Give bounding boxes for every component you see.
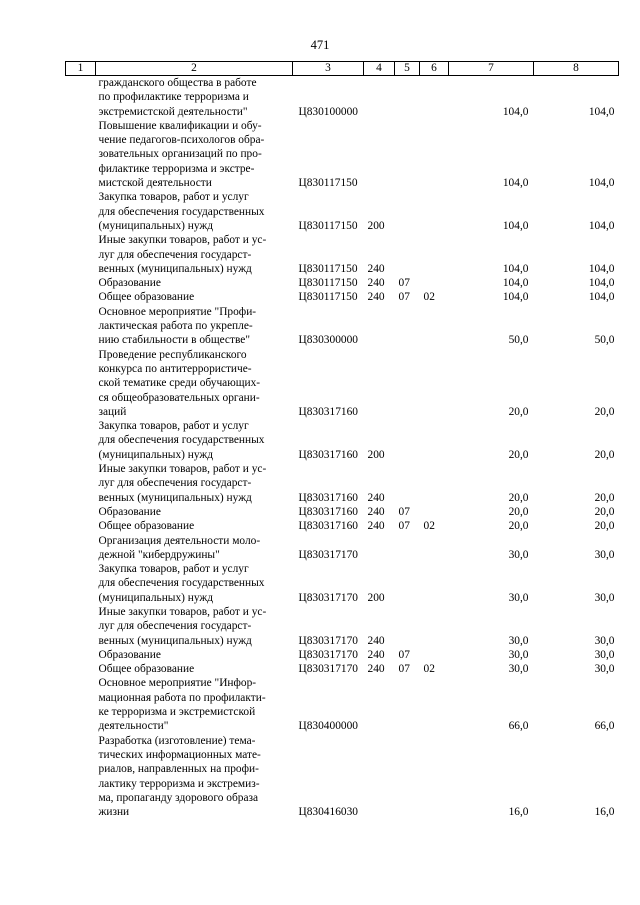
row-name [96, 290, 293, 304]
row-name-line: Общее образование [98, 291, 195, 304]
table-header [66, 62, 619, 76]
row-section [395, 76, 420, 119]
row-name-line: Основное мероприятие "Профи- [98, 305, 257, 318]
cell-col-1 [66, 605, 96, 648]
row-name [96, 562, 293, 605]
row-name-line: мационная работа по профилакти- [98, 691, 266, 704]
table-row [66, 505, 619, 519]
row-amount-8: 30,0 [594, 648, 615, 661]
table-row [66, 276, 619, 290]
row-amount-8: 104,0 [588, 105, 615, 118]
row-section: 07 [398, 520, 410, 533]
row-amount-7: 30,0 [508, 548, 529, 561]
row-amount-8: 104,0 [588, 291, 615, 304]
row-code: Ц830100000 [298, 105, 358, 118]
header-col-6: 6 [420, 62, 449, 76]
row-expense-type: 200 [367, 591, 385, 604]
row-expense-type [364, 734, 395, 820]
row-code: Ц830317170 [298, 548, 358, 561]
row-code: Ц830117150 [298, 291, 358, 304]
row-amount-8: 104,0 [588, 219, 615, 232]
cell-col-1 [66, 419, 96, 462]
cell-col-1 [66, 305, 96, 348]
row-amount-7: 50,0 [508, 334, 529, 347]
row-name-line: конкурса по антитеррористиче- [98, 362, 252, 375]
table-row [66, 76, 619, 119]
row-name-line: Закупка товаров, работ и услуг [98, 420, 249, 433]
row-expense-type: 240 [367, 505, 385, 518]
table-row [66, 676, 619, 733]
row-name-line: жизни [98, 806, 130, 819]
row-code: Ц830317170 [298, 591, 358, 604]
table-row [66, 119, 619, 190]
row-name [96, 419, 293, 462]
row-name-line: Иные закупки товаров, работ и ус- [98, 605, 267, 618]
header-col-8: 8 [534, 62, 619, 76]
row-name-line: (муниципальных) нужд [98, 219, 214, 232]
row-amount-8: 104,0 [588, 277, 615, 290]
row-name-line: Основное мероприятие "Инфор- [98, 677, 257, 690]
cell-col-1 [66, 276, 96, 290]
row-code: Ц830400000 [298, 720, 358, 733]
row-amount-8: 30,0 [594, 663, 615, 676]
row-name-line: для обеспечения государственных [98, 577, 265, 590]
row-amount-7: 20,0 [508, 405, 529, 418]
row-amount-8: 104,0 [588, 262, 615, 275]
table-row [66, 233, 619, 276]
row-subsection [420, 605, 449, 648]
row-subsection [420, 305, 449, 348]
row-name-line: Общее образование [98, 663, 195, 676]
table-row [66, 290, 619, 304]
budget-table [65, 61, 619, 819]
row-expense-type [364, 348, 395, 419]
cell-col-1 [66, 462, 96, 505]
row-section [395, 233, 420, 276]
row-name-line: для обеспечения государственных [98, 434, 265, 447]
row-name-line: для обеспечения государственных [98, 205, 265, 218]
row-code: Ц830117150 [298, 177, 358, 190]
row-amount-7: 30,0 [508, 591, 529, 604]
row-section [395, 562, 420, 605]
row-subsection [420, 648, 449, 662]
row-name-line: Образование [98, 648, 161, 661]
header-col-1: 1 [66, 62, 96, 76]
row-name-line: Проведение республиканского [98, 348, 247, 361]
row-expense-type: 240 [367, 277, 385, 290]
row-name-line: венных (муниципальных) нужд [98, 634, 252, 647]
row-expense-type: 200 [367, 448, 385, 461]
row-amount-8: 30,0 [594, 548, 615, 561]
row-code: Ц830317170 [298, 648, 358, 661]
row-name-line: гражданского общества в работе [98, 77, 257, 89]
row-expense-type: 240 [367, 262, 385, 275]
row-expense-type: 200 [367, 219, 385, 232]
row-name [96, 190, 293, 233]
row-code: Ц830117150 [298, 262, 358, 275]
row-subsection [420, 76, 449, 119]
row-amount-7: 104,0 [502, 277, 529, 290]
row-name-line: Общее образование [98, 520, 195, 533]
row-name-line: дежной "кибердружины" [98, 548, 220, 561]
cell-col-1 [66, 505, 96, 519]
row-amount-7: 20,0 [508, 491, 529, 504]
row-name-line: лактическая работа по укрепле- [98, 320, 253, 333]
row-subsection [420, 276, 449, 290]
row-name [96, 119, 293, 190]
row-name-line: ской тематике среди обучающих- [98, 377, 261, 390]
cell-col-1 [66, 190, 96, 233]
row-expense-type: 240 [367, 634, 385, 647]
row-section: 07 [398, 505, 410, 518]
table-row [66, 534, 619, 563]
table-row [66, 348, 619, 419]
cell-col-1 [66, 534, 96, 563]
row-amount-8: 50,0 [594, 334, 615, 347]
row-subsection [420, 676, 449, 733]
row-amount-8: 16,0 [594, 806, 615, 819]
row-name [96, 734, 293, 820]
row-section [395, 119, 420, 190]
row-name-line: экстремистской деятельности" [98, 105, 248, 118]
row-name-line: (муниципальных) нужд [98, 591, 214, 604]
row-amount-8: 20,0 [594, 405, 615, 418]
row-code: Ц830317170 [298, 663, 358, 676]
row-expense-type: 240 [367, 291, 385, 304]
row-name-line: заций [98, 405, 127, 418]
row-section: 07 [398, 291, 410, 304]
row-name-line: луг для обеспечения государст- [98, 620, 252, 633]
table-row [66, 648, 619, 662]
table-row [66, 734, 619, 820]
row-name-line: Закупка товаров, работ и услуг [98, 191, 249, 204]
header-col-2: 2 [96, 62, 293, 76]
table-row [66, 462, 619, 505]
row-amount-7: 16,0 [508, 806, 529, 819]
row-name-line: (муниципальных) нужд [98, 448, 214, 461]
row-subsection: 02 [423, 291, 435, 304]
row-name [96, 462, 293, 505]
row-name-line: мистской деятельности [98, 177, 212, 190]
cell-col-1 [66, 648, 96, 662]
cell-col-1 [66, 76, 96, 119]
row-code: Ц830117150 [298, 277, 358, 290]
row-subsection [420, 562, 449, 605]
row-name-line: филактике терроризма и экстре- [98, 162, 255, 175]
cell-col-1 [66, 562, 96, 605]
row-name-line: Иные закупки товаров, работ и ус- [98, 234, 267, 247]
header-col-7: 7 [449, 62, 534, 76]
row-code: Ц830300000 [298, 334, 358, 347]
row-expense-type [364, 305, 395, 348]
row-subsection: 02 [423, 663, 435, 676]
row-name-line: Повышение квалификации и обу- [98, 119, 262, 132]
table-row [66, 562, 619, 605]
page-number: 471 [310, 38, 330, 52]
row-amount-7: 104,0 [502, 219, 529, 232]
table-body [66, 76, 619, 820]
row-name-line: Разработка (изготовление) тема- [98, 734, 256, 747]
table-row [66, 662, 619, 676]
row-subsection: 02 [423, 520, 435, 533]
table-row [66, 190, 619, 233]
row-amount-7: 104,0 [502, 177, 529, 190]
table-row [66, 305, 619, 348]
row-amount-7: 104,0 [502, 262, 529, 275]
row-subsection [420, 348, 449, 419]
row-amount-7: 20,0 [508, 505, 529, 518]
row-code: Ц830317170 [298, 634, 358, 647]
row-name-line: луг для обеспечения государст- [98, 248, 252, 261]
row-code: Ц830317160 [298, 491, 358, 504]
row-subsection [420, 505, 449, 519]
row-name-line: тических информационных мате- [98, 748, 261, 761]
cell-col-1 [66, 119, 96, 190]
row-subsection [420, 462, 449, 505]
row-section [395, 676, 420, 733]
row-section [395, 605, 420, 648]
row-name [96, 348, 293, 419]
row-name-line: Образование [98, 505, 161, 518]
row-name [96, 76, 293, 119]
row-amount-8: 20,0 [594, 505, 615, 518]
cell-col-1 [66, 676, 96, 733]
row-name [96, 519, 293, 533]
row-name [96, 662, 293, 676]
row-name [96, 605, 293, 648]
header-col-5: 5 [395, 62, 420, 76]
header-col-4: 4 [364, 62, 395, 76]
row-amount-7: 66,0 [508, 720, 529, 733]
row-section: 07 [398, 648, 410, 661]
row-section [395, 419, 420, 462]
row-expense-type: 240 [367, 520, 385, 533]
row-name-line: по профилактике терроризма и [98, 91, 249, 104]
row-name-line: ма, пропаганду здорового образа [98, 791, 259, 804]
row-amount-7: 104,0 [502, 291, 529, 304]
row-name [96, 676, 293, 733]
cell-col-1 [66, 290, 96, 304]
row-name [96, 505, 293, 519]
table-row [66, 519, 619, 533]
row-amount-7: 30,0 [508, 634, 529, 647]
row-name-line: риалов, направленных на профи- [98, 763, 259, 776]
row-amount-7: 20,0 [508, 520, 529, 533]
row-amount-7: 20,0 [508, 448, 529, 461]
row-subsection [420, 119, 449, 190]
row-code: Ц830317160 [298, 448, 358, 461]
row-section [395, 734, 420, 820]
table-row [66, 419, 619, 462]
row-name-line: деятельности" [98, 720, 169, 733]
cell-col-1 [66, 233, 96, 276]
cell-col-1 [66, 348, 96, 419]
row-section [395, 534, 420, 563]
row-subsection [420, 734, 449, 820]
row-name [96, 305, 293, 348]
row-expense-type [364, 676, 395, 733]
row-section [395, 462, 420, 505]
row-expense-type [364, 119, 395, 190]
row-code: Ц830317160 [298, 405, 358, 418]
row-name [96, 534, 293, 563]
row-subsection [420, 534, 449, 563]
row-name [96, 276, 293, 290]
table-row [66, 605, 619, 648]
cell-col-1 [66, 662, 96, 676]
row-name-line: чение педагогов-психологов обра- [98, 134, 265, 147]
row-expense-type [364, 534, 395, 563]
row-amount-8: 20,0 [594, 520, 615, 533]
row-code: Ц830317160 [298, 520, 358, 533]
row-name-line: зовательных организаций по про- [98, 148, 262, 161]
row-name-line: Иные закупки товаров, работ и ус- [98, 463, 267, 476]
row-amount-8: 104,0 [588, 177, 615, 190]
row-subsection [420, 419, 449, 462]
row-name-line: венных (муниципальных) нужд [98, 491, 252, 504]
row-code: Ц830317160 [298, 505, 358, 518]
row-name-line: луг для обеспечения государст- [98, 477, 252, 490]
row-subsection [420, 233, 449, 276]
row-subsection [420, 190, 449, 233]
row-amount-7: 104,0 [502, 105, 529, 118]
row-expense-type: 240 [367, 491, 385, 504]
row-expense-type: 240 [367, 663, 385, 676]
row-amount-7: 30,0 [508, 663, 529, 676]
row-section: 07 [398, 663, 410, 676]
row-expense-type [364, 76, 395, 119]
cell-col-1 [66, 734, 96, 820]
row-name-line: Образование [98, 277, 161, 290]
row-name [96, 648, 293, 662]
row-section [395, 348, 420, 419]
row-section: 07 [398, 277, 410, 290]
row-amount-8: 66,0 [594, 720, 615, 733]
row-amount-7: 30,0 [508, 648, 529, 661]
row-amount-8: 30,0 [594, 591, 615, 604]
row-name-line: Закупка товаров, работ и услуг [98, 563, 249, 576]
row-amount-8: 20,0 [594, 491, 615, 504]
header-row [66, 62, 619, 76]
row-code: Ц830117150 [298, 219, 358, 232]
row-expense-type: 240 [367, 648, 385, 661]
cell-col-1 [66, 519, 96, 533]
header-col-3: 3 [293, 62, 364, 76]
row-section [395, 190, 420, 233]
row-amount-8: 20,0 [594, 448, 615, 461]
row-name-line: нию стабильности в обществе" [98, 334, 250, 347]
row-section [395, 305, 420, 348]
row-name-line: лактику терроризма и экстремиз- [98, 777, 260, 790]
row-name [96, 233, 293, 276]
row-code: Ц830416030 [298, 806, 358, 819]
row-name-line: ке терроризма и экстремистской [98, 706, 256, 719]
row-name-line: венных (муниципальных) нужд [98, 262, 252, 275]
row-amount-8: 30,0 [594, 634, 615, 647]
row-name-line: Организация деятельности моло- [98, 534, 261, 547]
row-name-line: ся общеобразовательных органи- [98, 391, 260, 404]
